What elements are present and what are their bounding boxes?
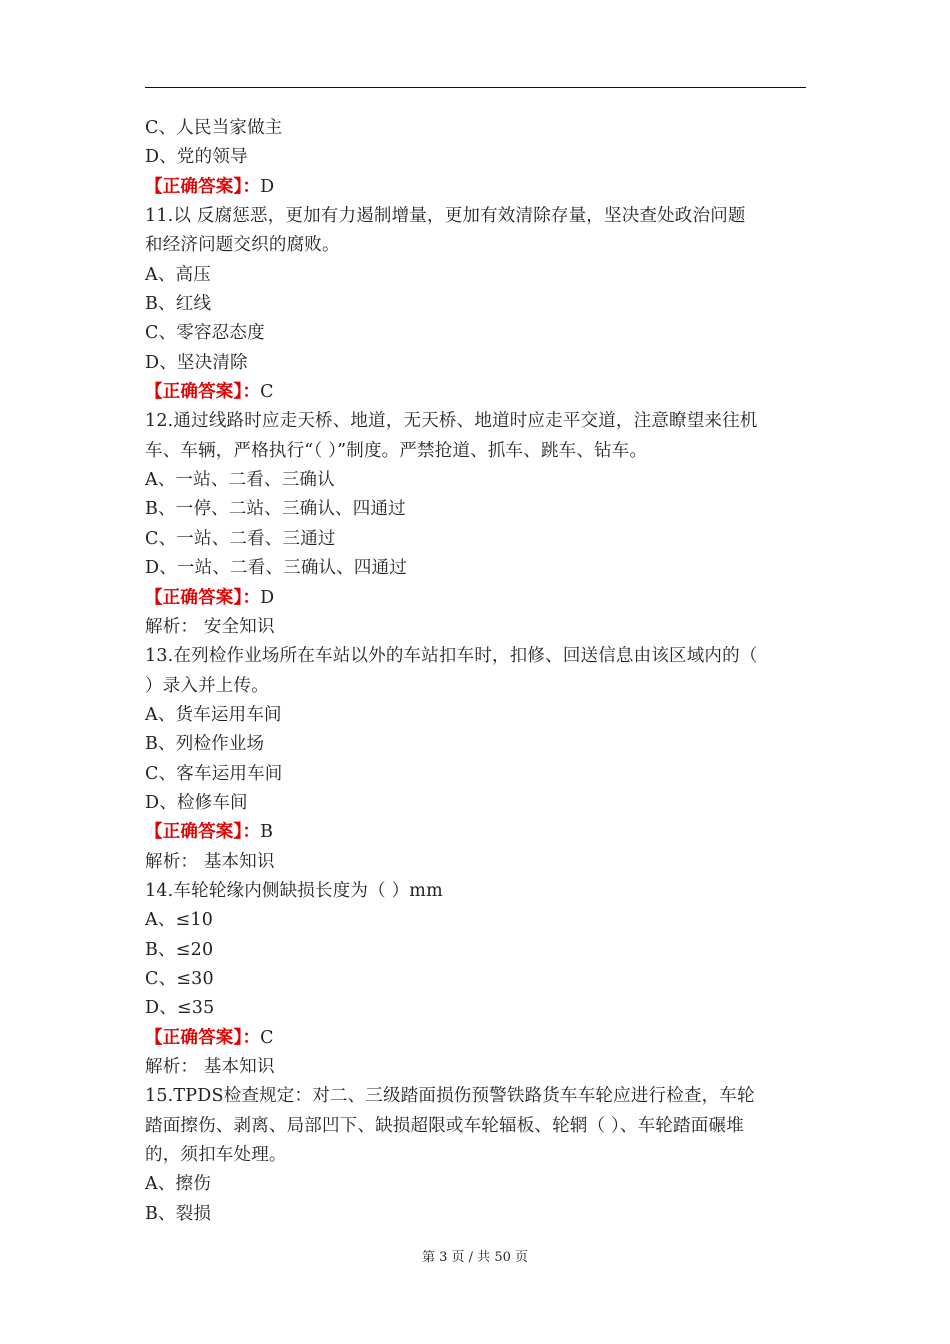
text-line: D、坚决清除 [145, 352, 248, 373]
answer-value: C [260, 1027, 274, 1048]
text-line: D、检修车间 [145, 792, 248, 813]
text-line: B、≤20 [145, 939, 214, 960]
answer-label: 【正确答案】： [145, 1027, 261, 1048]
text-line: C、一站、二看、三通过 [145, 528, 336, 549]
answer-label: 【正确答案】： [145, 382, 261, 403]
text-line: C、人民当家做主 [145, 118, 283, 138]
text-line: C、≤30 [145, 968, 214, 989]
document-body [145, 114, 810, 1229]
correct-answer [145, 378, 810, 407]
answer-label: 【正确答案】： [145, 176, 261, 197]
text-line: 车、车辆，严格执行“（ ）”制度。严禁抢道、抓车、跳车、钻车。 [145, 440, 648, 461]
page-footer: 第 3 页 / 共 50 页 [422, 1250, 528, 1265]
correct-answer [145, 818, 810, 847]
answer-value: C [260, 382, 274, 403]
text-line: A、货车运用车间 [145, 704, 282, 725]
text-line: D、党的领导 [145, 147, 248, 168]
text-line: B、列检作业场 [145, 734, 265, 755]
text-line: 和经济问题交织的腐败。 [145, 235, 340, 256]
text-line: ）录入并上传。 [145, 675, 269, 696]
text-line: B、裂损 [145, 1203, 212, 1224]
text-line: 踏面擦伤、剥离、局部凹下、缺损超限或车轮辐板、轮辋（ ）、车轮踏面碾堆 [145, 1115, 744, 1136]
correct-answer [145, 1024, 810, 1053]
text-line: D、一站、二看、三确认、四通过 [145, 558, 408, 579]
text-line: 14.车轮轮缘内侧缺损长度为（ ）mm [145, 880, 443, 901]
text-line: 13.在列检作业场所在车站以外的车站扣车时，扣修、回送信息由该区域内的（ [145, 646, 758, 667]
text-line: B、红线 [145, 294, 212, 315]
text-line: D、≤35 [145, 998, 215, 1019]
answer-label: 【正确答案】： [145, 822, 261, 843]
text-line: A、擦伤 [145, 1174, 211, 1195]
text-line: 11.以 反腐惩恶，更加有力遏制增量，更加有效清除存量，坚决查处政治问题 [145, 206, 746, 227]
text-line: A、一站、二看、三确认 [145, 470, 335, 491]
text-line: A、≤10 [145, 910, 214, 931]
header-rule [145, 87, 806, 88]
text-line: B、一停、二站、三确认、四通过 [145, 499, 406, 520]
answer-value: D [260, 587, 275, 608]
text-line: 解析： 安全知识 [145, 616, 275, 637]
text-line: 的，须扣车处理。 [145, 1145, 287, 1166]
text-line: A、高压 [145, 264, 211, 285]
answer-value: D [260, 176, 275, 197]
text-line: C、客车运用车间 [145, 763, 283, 784]
answer-value: B [260, 822, 274, 843]
text-line: 解析： 基本知识 [145, 851, 275, 872]
text-line: C、零容忍态度 [145, 323, 265, 344]
text-line: 解析： 基本知识 [145, 1057, 275, 1077]
text-line: 12.通过线路时应走天桥、地道，无天桥、地道时应走平交道，注意瞭望来往机 [145, 411, 758, 432]
text-line: 15.TPDS检查规定：对二、三级踏面损伤预警铁路货车车轮应进行检查，车轮 [145, 1086, 755, 1107]
answer-label: 【正确答案】： [145, 587, 261, 608]
correct-answer [145, 173, 810, 202]
correct-answer [145, 584, 810, 613]
